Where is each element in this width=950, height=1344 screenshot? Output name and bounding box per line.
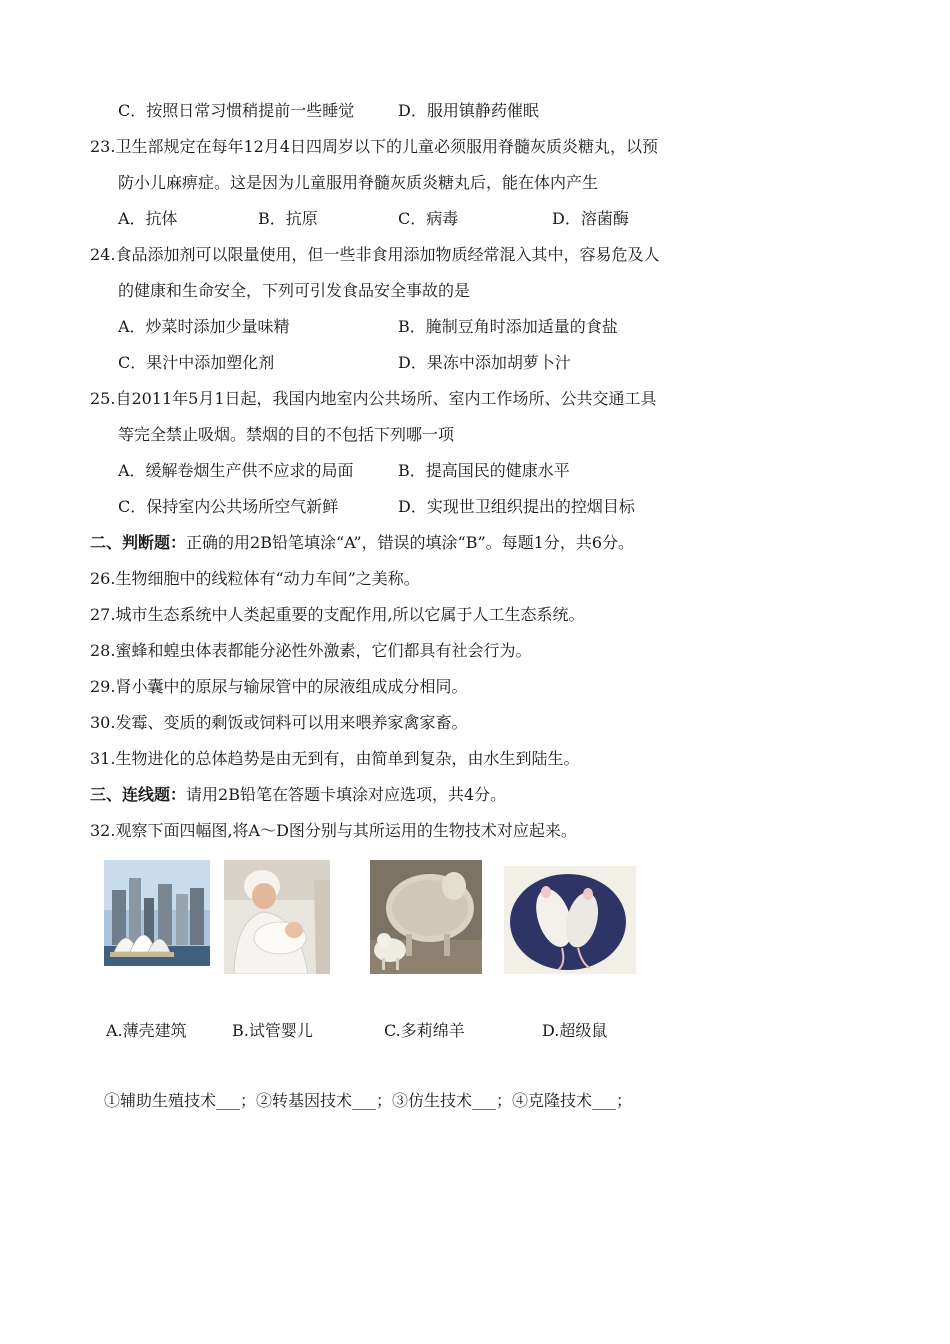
caption-d: D.超级鼠 [542, 1021, 608, 1040]
caption-a: A.薄壳建筑 [106, 1021, 187, 1040]
option-24a: A．炒菜时添加少量味精 [118, 317, 290, 336]
question-26: 26.生物细胞中的线粒体有“动力车间”之美称。 [90, 569, 420, 588]
option-23b: B．抗原 [258, 209, 318, 228]
question-32: 32.观察下面四幅图,将A～D图分别与其所运用的生物技术对应起来。 [90, 821, 577, 840]
option-23c: C．病毒 [398, 209, 459, 228]
option-22c: C．按照日常习惯稍提前一些睡觉 [118, 101, 355, 120]
question-23-stem-cont: 防小儿麻痹症。这是因为儿童服用脊髓灰质炎糖丸后，能在体内产生 [118, 173, 599, 192]
section-2-instructions: 正确的用2B铅笔填涂“A”，错误的填涂“B”。每题1分，共6分。 [186, 533, 634, 552]
option-23d: D．溶菌酶 [552, 209, 629, 228]
image-thin-shell-building [104, 860, 210, 966]
question-24-stem: 24.食品添加剂可以限量使用，但一些非食用添加物质经常混入其中，容易危及人 [90, 245, 660, 264]
question-24-stem-cont: 的健康和生命安全，下列可引发食品安全事故的是 [118, 281, 471, 300]
image-test-tube-baby [224, 860, 330, 974]
question-31: 31.生物进化的总体趋势是由无到有，由简单到复杂，由水生到陆生。 [90, 749, 580, 768]
option-23a: A．抗体 [118, 209, 178, 228]
option-24c: C．果汁中添加塑化剂 [118, 353, 275, 372]
question-28: 28.蜜蜂和蝗虫体表都能分泌性外激素，它们都具有社会行为。 [90, 641, 532, 660]
question-30: 30.发霉、变质的剩饭或饲料可以用来喂养家禽家畜。 [90, 713, 468, 732]
section-2-heading [90, 532, 634, 554]
option-22d: D．服用镇静药催眠 [398, 101, 539, 120]
option-24b: B．腌制豆角时添加适量的食盐 [398, 317, 618, 336]
option-25d: D．实现世卫组织提出的控烟目标 [398, 497, 635, 516]
option-24d: D．果冻中添加胡萝卜汁 [398, 353, 571, 372]
section-3-title: 三、连线题： [90, 785, 187, 804]
option-25c: C．保持室内公共场所空气新鲜 [118, 497, 339, 516]
option-25a: A．缓解卷烟生产供不应求的局面 [118, 461, 354, 480]
image-dolly-sheep [370, 860, 482, 974]
question-29: 29.肾小囊中的原尿与输尿管中的尿液组成成分相同。 [90, 677, 468, 696]
section-3-instructions: 请用2B铅笔在答题卡填涂对应选项，共4分。 [186, 785, 507, 804]
question-25-stem-cont: 等完全禁止吸烟。禁烟的目的不包括下列哪一项 [118, 425, 455, 444]
question-25-stem: 25.自2011年5月1日起，我国内地室内公共场所、室内工作场所、公共交通工具 [90, 389, 657, 408]
section-3-heading [90, 784, 506, 806]
option-25b: B．提高国民的健康水平 [398, 461, 570, 480]
matching-answer-line: ①辅助生殖技术___；②转基因技术___；③仿生技术___；④克隆技术___； [104, 1091, 633, 1110]
caption-c: C.多莉绵羊 [384, 1021, 465, 1040]
caption-b: B.试管婴儿 [232, 1021, 313, 1040]
section-2-title: 二、判断题： [90, 533, 187, 552]
image-super-mouse [504, 866, 636, 974]
question-27: 27.城市生态系统中人类起重要的支配作用,所以它属于人工生态系统。 [90, 605, 585, 624]
question-23-stem: 23.卫生部规定在每年12月4日四周岁以下的儿童必须服用脊髓灰质炎糖丸，以预 [90, 137, 658, 156]
